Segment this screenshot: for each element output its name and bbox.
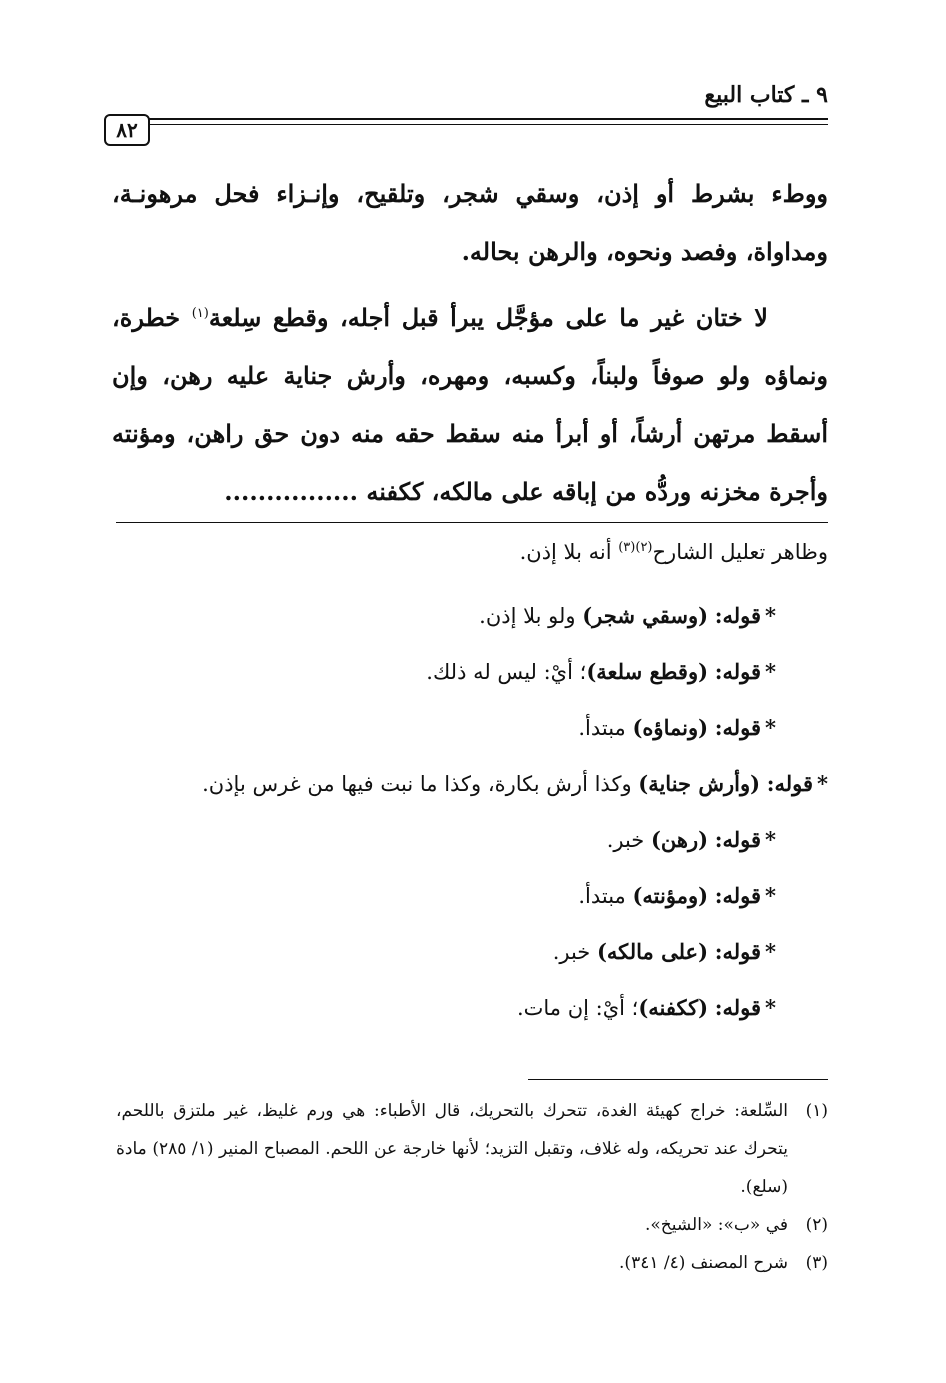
main-commentary-separator xyxy=(116,522,828,523)
commentary-item xyxy=(112,812,828,868)
item-quote: (وأرش جناية) xyxy=(638,771,761,796)
footnote-number: (٢) xyxy=(805,1215,828,1235)
commentary xyxy=(112,534,828,1036)
item-keyword: قوله: xyxy=(714,827,762,852)
footnote-number: (١) xyxy=(805,1101,828,1121)
footnotes-rule xyxy=(528,1079,828,1080)
footnote-2 xyxy=(116,1206,828,1244)
item-text: وكذا أرش بكارة، وكذا ما نبت فيها من غرس بإذن. xyxy=(202,772,639,796)
commentary-lead-end: أنه بلا إذن. xyxy=(519,540,619,564)
header-rule-thin xyxy=(142,124,828,125)
item-keyword: قوله: xyxy=(714,883,762,908)
item-keyword: قوله: xyxy=(714,715,762,740)
footnote-1 xyxy=(116,1092,828,1206)
item-quote: (ومؤنته) xyxy=(632,883,709,908)
item-keyword: قوله: xyxy=(714,659,762,684)
item-text: ؛ أيْ: إن مات. xyxy=(516,996,639,1020)
commentary-item xyxy=(112,980,828,1036)
main-paragraph-2-start: لا ختان غير ما على مؤجَّل يبرأ قبل أجله، وقطع سِلعة xyxy=(208,303,768,332)
asterisk-icon: * xyxy=(765,883,776,908)
footnote-number: (٣) xyxy=(805,1253,828,1273)
commentary-lead xyxy=(112,534,828,570)
item-keyword: قوله: xyxy=(766,771,814,796)
page-number: ٨٢ xyxy=(104,114,150,146)
asterisk-icon: * xyxy=(765,939,776,964)
commentary-item xyxy=(112,700,828,756)
item-quote: (ككفنه) xyxy=(638,995,709,1020)
main-paragraph-1: ووطء بشرط أو إذن، وسقي شجر، وتلقيح، وإنـزاء فحل مرهونـة، ومداواة، وفصد ونحوه، والرهن بحاله. xyxy=(112,179,828,266)
item-text: ولو بلا إذن. xyxy=(479,604,583,628)
footnote-marker-2-3[interactable]: (٢)(٣) xyxy=(618,540,653,555)
item-keyword: قوله: xyxy=(714,995,762,1020)
header-rule xyxy=(142,118,828,120)
footnotes xyxy=(116,1092,828,1282)
asterisk-icon: * xyxy=(765,827,776,852)
item-text: ؛ أيْ: ليس له ذلك. xyxy=(426,660,587,684)
asterisk-icon: * xyxy=(765,659,776,684)
footnote-text: في «ب»: «الشيخ». xyxy=(644,1215,788,1235)
footnote-marker-1[interactable]: (١) xyxy=(191,306,209,321)
item-text: خبر. xyxy=(552,940,597,964)
main-paragraph-2-rest: خطرة، ونماؤه ولو صوفاً ولبناً، وكسبه، ومهره، وأرش جناية عليه رهن، وإن أسقط مرتهن أرشاً، أو أبرأ منه سقط حقه منه دون حق راهن، ومؤنته وأجرة مخزنه وردُّه من إباقه على مالكه، ككفنه xyxy=(112,303,828,506)
item-text: خبر. xyxy=(606,828,651,852)
footnote-3 xyxy=(116,1244,828,1282)
footnote-text: شرح المصنف (٤/ ٣٤١). xyxy=(619,1253,788,1273)
item-keyword: قوله: xyxy=(714,603,762,628)
item-quote: (وقطع سلعة) xyxy=(586,659,709,684)
commentary-item xyxy=(112,588,828,644)
commentary-item xyxy=(112,924,828,980)
item-quote: (على مالكه) xyxy=(596,939,709,964)
item-text: مبتدأ. xyxy=(578,716,633,740)
commentary-item xyxy=(112,868,828,924)
footnote-text: السِّلعة: خراج كهيئة الغدة، تتحرك بالتحريك، قال الأطباء: هي ورم غليظ، غير ملتزق باللحم، يتحرك عند تحريكه، وله غلاف، وتقبل التزيد؛ لأنها خارجة عن اللحم. المصباح المنير (١/ ٢٨٥) مادة (سلع). xyxy=(116,1101,789,1197)
asterisk-icon: * xyxy=(817,771,828,796)
asterisk-icon: * xyxy=(765,995,776,1020)
running-header-title: ٩ ـ كتاب البيع xyxy=(704,82,828,108)
main-text xyxy=(112,165,828,521)
asterisk-icon: * xyxy=(765,603,776,628)
leader-dots: ................ xyxy=(224,477,358,506)
item-quote: (وسقي شجر) xyxy=(582,603,709,628)
commentary-item xyxy=(112,756,828,812)
item-quote: (ونماؤه) xyxy=(632,715,709,740)
main-paragraph-2 xyxy=(112,289,828,521)
asterisk-icon: * xyxy=(765,715,776,740)
item-text: مبتدأ. xyxy=(578,884,633,908)
commentary-item xyxy=(112,644,828,700)
item-quote: (رهن) xyxy=(650,827,709,852)
commentary-lead-text: وظاهر تعليل الشارح xyxy=(652,540,828,564)
item-keyword: قوله: xyxy=(714,939,762,964)
